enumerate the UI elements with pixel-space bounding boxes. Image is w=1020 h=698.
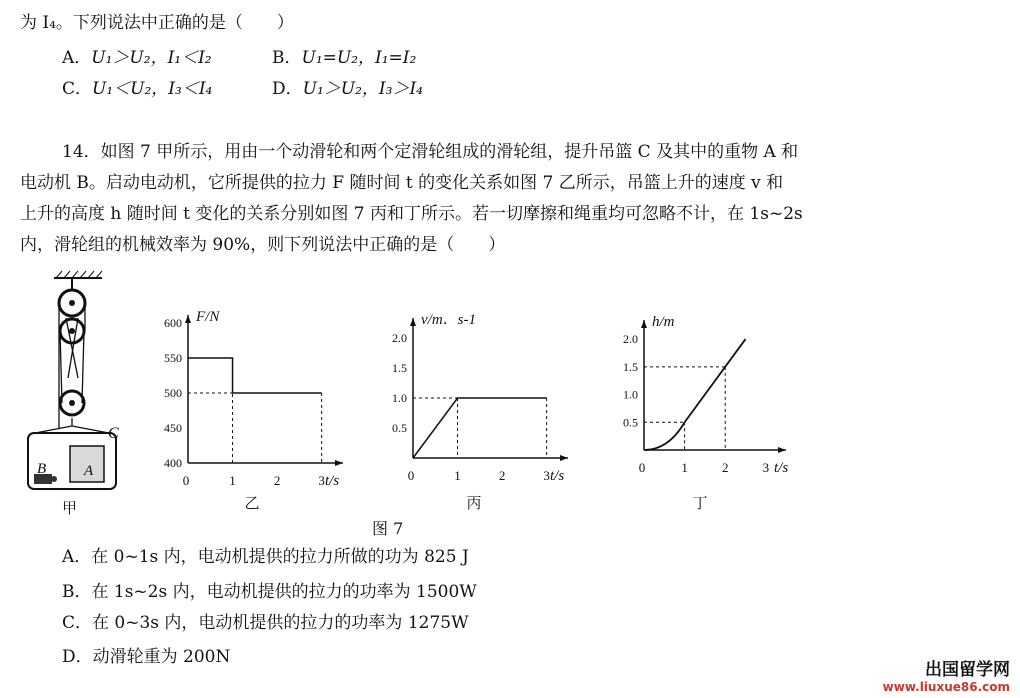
x-axis-label: t/s (774, 460, 789, 476)
watermark-text: 出国留学网 (925, 660, 1010, 680)
y-axis-arrow (185, 315, 191, 323)
label-b: B (37, 461, 47, 477)
figure-caption: 图 7 (372, 519, 404, 538)
chart-velocity-time (378, 312, 593, 513)
x-tick-label: 3 (543, 468, 550, 483)
q13-option-c: C．U₁＜U₂，I₃＜I₄ (62, 79, 213, 99)
x-axis-arrow (335, 460, 343, 466)
x-axis-arrow (778, 447, 786, 453)
chart-caption: 丙 (466, 496, 482, 512)
y-tick-label: 1.0 (392, 391, 407, 405)
q14-line-2: 电动机 B。启动电动机，它所提供的拉力 F 随时间 t 的变化关系如图 7 乙所示，吊篮上升的速度 v 和 (20, 173, 784, 193)
chart-force-time (150, 309, 365, 513)
x-axis-label: t/s (550, 468, 565, 484)
y-tick-label: 1.5 (623, 359, 638, 374)
x-tick-label: 3 (318, 473, 325, 488)
chart-height-time (612, 314, 817, 513)
y-axis-arrow (410, 318, 416, 326)
x-tick-label: 2 (498, 468, 506, 483)
q13-option-a: A．U₁＞U₂，I₁＜I₂ (62, 48, 212, 68)
y-tick-label: 450 (164, 421, 182, 435)
watermark (883, 655, 1010, 694)
q14-option-b: B．在 1s~2s 内，电动机提供的拉力的功率为 1500W (62, 582, 477, 602)
q14-option-c: C．在 0~3s 内，电动机提供的拉力的功率为 1275W (62, 613, 469, 633)
y-tick-label: 550 (164, 351, 182, 365)
x-axis-label: t/s (325, 473, 340, 489)
x-tick-label: 0 (182, 473, 190, 488)
y-axis-label: h/m (652, 314, 675, 330)
x-tick-label: 2 (273, 473, 281, 488)
y-tick-label: 0.5 (392, 421, 407, 435)
q14-line-3: 上升的高度 h 随时间 t 变化的关系分别如图 7 丙和丁所示。若一切摩擦和绳重均可忽略不计，在 1s~2s (20, 204, 803, 224)
series-line (413, 398, 547, 458)
x-tick-label: 1 (229, 473, 236, 488)
y-tick-label: 1.0 (623, 387, 638, 402)
y-tick-label: 1.5 (392, 361, 407, 375)
y-tick-label: 600 (164, 316, 182, 330)
series-line (644, 339, 746, 450)
y-axis-arrow (641, 320, 647, 328)
y-tick-label: 400 (164, 456, 182, 470)
y-tick-label: 2.0 (623, 332, 638, 347)
x-tick-label: 1 (681, 460, 688, 475)
q14-option-d: D．动滑轮重为 200N (62, 647, 231, 667)
x-tick-label: 3 (762, 460, 770, 475)
y-tick-label: 0.5 (623, 415, 638, 430)
x-tick-label: 0 (407, 468, 415, 483)
x-tick-label: 0 (638, 460, 646, 475)
chart-caption: 乙 (244, 496, 260, 512)
pulley-diagram (22, 268, 132, 518)
chart-caption: 丁 (692, 496, 708, 512)
label-a: A (84, 463, 94, 479)
watermark-url: www.liuxue86.com (882, 680, 1010, 694)
series-line (188, 358, 322, 393)
q14-line-4: 内，滑轮组的机械效率为 90%，则下列说法中正确的是（ ） (20, 235, 506, 255)
x-tick-label: 2 (721, 460, 729, 475)
y-tick-label: 500 (164, 386, 182, 400)
label-c: C (108, 425, 119, 442)
x-tick-label: 1 (454, 468, 461, 483)
q13-option-b: B．U₁=U₂，I₁=I₂ (272, 48, 417, 68)
caption-jia: 甲 (62, 501, 78, 517)
y-axis-label: F/N (196, 309, 220, 325)
y-tick-label: 2.0 (392, 331, 407, 345)
q14-option-a: A．在 0~1s 内，电动机提供的拉力所做的功为 825 J (62, 547, 469, 567)
y-axis-label: v/m．s-1 (421, 312, 476, 328)
x-axis-arrow (560, 455, 568, 461)
q14-line-1: 14．如图 7 甲所示，用由一个动滑轮和两个定滑轮组成的滑轮组，提升吊篮 C 及其中的重物 A 和 (62, 142, 799, 162)
q13-option-d: D．U₁＞U₂，I₃＞I₄ (272, 79, 423, 99)
q13-tail: 为 I₄。下列说法中正确的是（ ） (20, 13, 294, 33)
